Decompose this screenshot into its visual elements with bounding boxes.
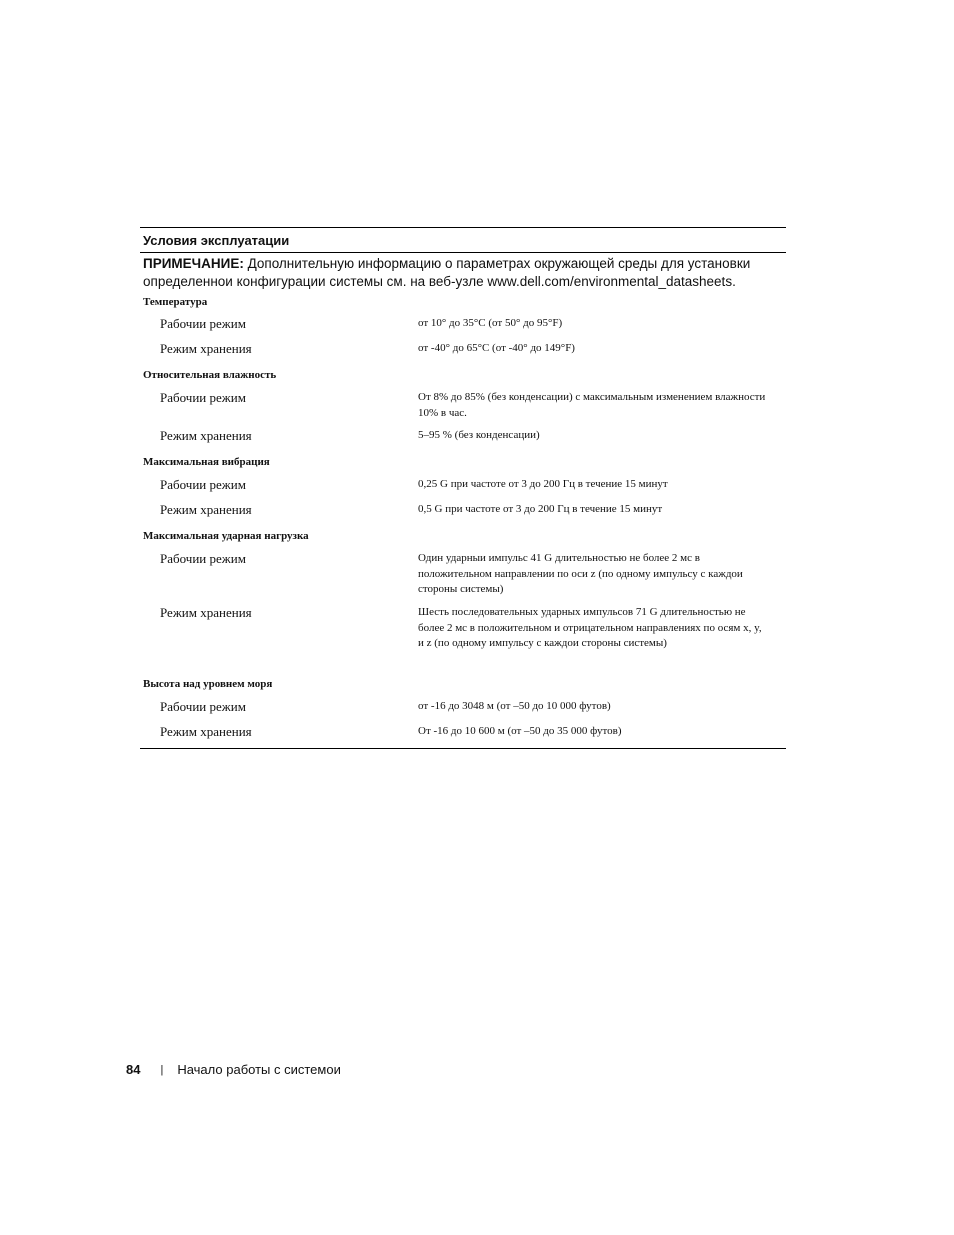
note <box>140 253 786 291</box>
table-row <box>140 474 786 499</box>
row-label: Режим хранения <box>160 502 252 517</box>
row-value: от -40° до 65°C (от -40° до 149°F) <box>418 342 575 354</box>
table-title: Условия эксплуатации <box>140 228 786 253</box>
footer-separator: | <box>160 1063 164 1076</box>
row-value: 5–95 % (без конденсации) <box>418 429 540 441</box>
table-row <box>140 425 786 450</box>
table-row <box>140 387 786 425</box>
section-title: Максимальная ударная нагрузка <box>143 530 309 542</box>
row-label: Режим хранения <box>160 605 252 620</box>
table-row <box>140 313 786 338</box>
note-label: ПРИМЕЧАНИЕ: <box>143 256 244 271</box>
row-value: 0,25 G при частоте от 3 до 200 Гц в течение 15 минут <box>418 478 668 490</box>
table-row <box>140 338 786 363</box>
page-number: 84 <box>126 1062 141 1077</box>
table-row <box>140 548 786 602</box>
row-label: Режим хранения <box>160 341 252 356</box>
row-label: Рабочии режим <box>160 551 246 566</box>
row-value: От 8% до 85% (без конденсации) с максимальным изменением влажности 10% в час. <box>418 391 766 419</box>
row-value: От -16 до 10 600 м (от –50 до 35 000 футов) <box>418 725 622 737</box>
note-text: Дополнительную информацию о параметрах окружающей среды для установки определеннои конфигурации системы см. на веб-узле www.dell.com/environmental_datasheets. <box>143 256 751 289</box>
section-title: Максимальная вибрация <box>143 456 270 468</box>
table-row <box>140 602 786 672</box>
table-row <box>140 721 786 748</box>
row-value: 0,5 G при частоте от 3 до 200 Гц в течение 15 минут <box>418 503 663 515</box>
row-label: Режим хранения <box>160 428 252 443</box>
row-label: Рабочии режим <box>160 316 246 331</box>
environment-table <box>140 227 786 749</box>
table-row <box>140 499 786 524</box>
row-value: от -16 до 3048 м (от –50 до 10 000 футов) <box>418 700 611 712</box>
section-title: Температура <box>143 296 208 308</box>
row-value: от 10° до 35°C (от 50° до 95°F) <box>418 317 563 329</box>
chapter-title: Начало работы с системои <box>177 1062 341 1077</box>
row-label: Рабочии режим <box>160 390 246 405</box>
row-label: Рабочии режим <box>160 477 246 492</box>
row-value: Шесть последовательных ударных импульсов 71 G длительностью не более 2 мс в положительном и отрицательном направлениях по осям x, y, и z (по одному импульсу с каждои стороны системы) <box>418 606 762 649</box>
section-title: Высота над уровнем моря <box>143 678 273 690</box>
row-label: Рабочии режим <box>160 699 246 714</box>
table-row <box>140 696 786 721</box>
section-title: Относительная влажность <box>143 369 277 381</box>
page-footer <box>126 1062 341 1077</box>
row-value: Один ударныи импульс 41 G длительностью не более 2 мс в положительном направлении по оси z (по одному импульсу с каждои стороны системы) <box>418 552 743 595</box>
row-label: Режим хранения <box>160 724 252 739</box>
